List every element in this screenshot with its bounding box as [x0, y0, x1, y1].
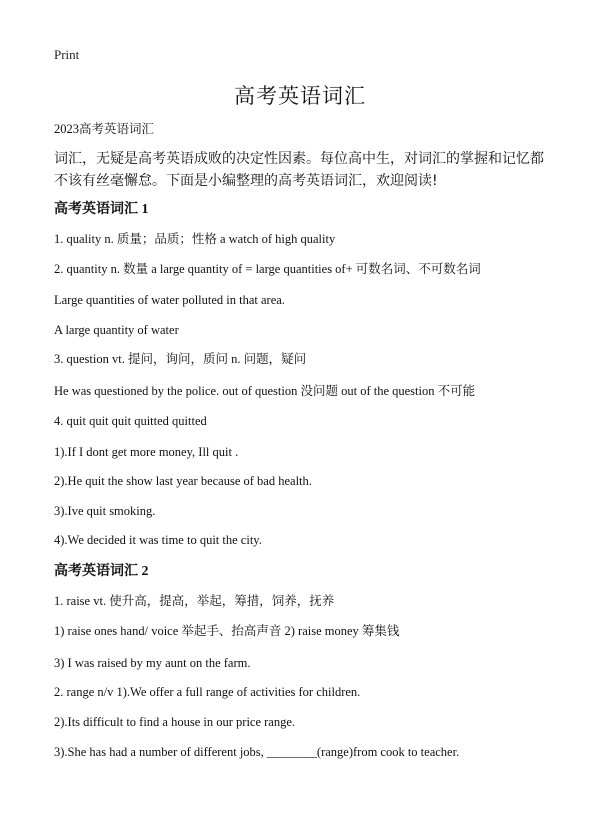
vocab-line: 3) I was raised by my aunt on the farm.	[54, 656, 251, 670]
vocab-line: 1).If I dont get more money, Ill quit .	[54, 445, 239, 459]
section-heading-2: 高考英语词汇 2	[54, 564, 149, 579]
vocab-line: 4).We decided it was time to quit the city.	[54, 533, 262, 547]
vocab-line: A large quantity of water	[54, 323, 179, 337]
vocab-line: 3).She has had a number of different jobs, ________(range)from cook to teacher.	[54, 745, 460, 759]
document-title: 高考英语词汇	[234, 84, 366, 108]
vocab-line: 4. quit quit quit quitted quitted	[54, 414, 207, 428]
vocab-line: 1) raise ones hand/ voice 举起手、抬高声音 2) raise money 筹集钱	[54, 624, 400, 638]
vocab-line: 1. quality n. 质量；品质；性格 a watch of high quality	[54, 232, 336, 246]
section-heading-1: 高考英语词汇 1	[54, 202, 149, 217]
vocab-line: He was questioned by the police. out of question 没问题 out of the question 不可能	[54, 384, 476, 398]
vocab-line: 2).Its difficult to find a house in our price range.	[54, 715, 296, 729]
vocab-line: 2. range n/v 1).We offer a full range of activities for children.	[54, 685, 361, 699]
document-subtitle: 2023高考英语词汇	[54, 122, 155, 136]
vocab-line: 3. question vt. 提问，询问，质问 n. 问题，疑问	[54, 352, 307, 366]
vocab-line: 2).He quit the show last year because of bad health.	[54, 474, 312, 488]
vocab-line: 1. raise vt. 使升高，提高，举起，筹措，饲养，抚养	[54, 594, 335, 608]
vocab-line: 3).Ive quit smoking.	[54, 504, 156, 518]
vocab-line: Large quantities of water polluted in that area.	[54, 293, 285, 307]
vocab-line: 2. quantity n. 数量 a large quantity of = large quantities of+ 可数名词、不可数名词	[54, 262, 481, 276]
intro-paragraph: 词汇，无疑是高考英语成败的决定性因素。每位高中生，对词汇的掌握和记忆都不该有丝毫懈怠。下面是小编整理的高考英语词汇，欢迎阅读!	[54, 151, 544, 189]
print-link[interactable]: Print	[54, 47, 80, 62]
